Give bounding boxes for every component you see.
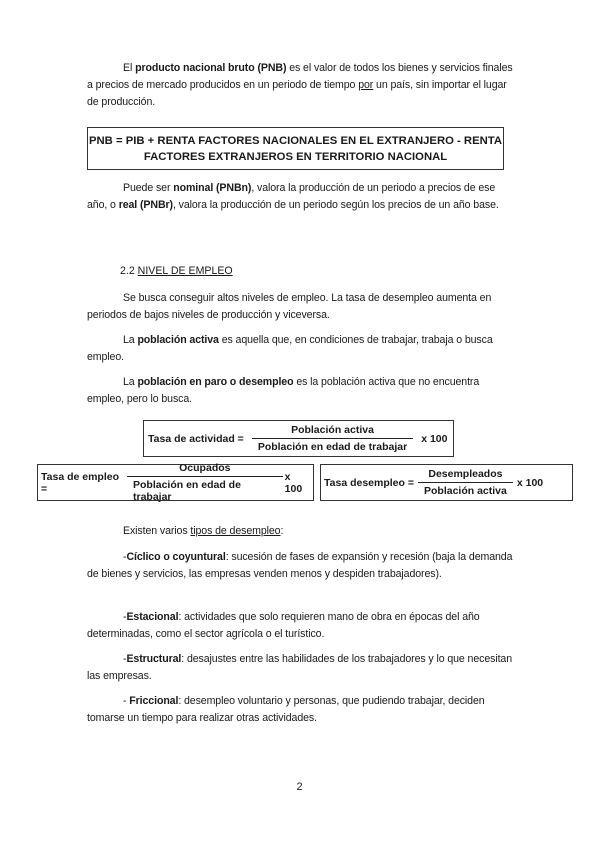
term-unemployed: población en paro o desempleo: [137, 376, 294, 388]
paragraph-unemployed-population: La población en paro o desempleo es la población activa que no encuentra empleo, pero lo busca.: [87, 376, 480, 405]
formula-unemployment-label: Tasa desempleo =: [324, 476, 414, 489]
formula-activity-rate: [143, 420, 454, 457]
formula-activity-fraction: [252, 424, 413, 453]
formula-activity-multiplier: x 100: [421, 432, 448, 445]
paragraph-pnb-definition: El producto nacional bruto (PNB) es el valor de todos los bienes y servicios finales a precios de mercado producidos en un periodo de tiempo por un país, sin importar el lugar de producción.: [87, 62, 513, 108]
formula-employment-denominator: Población en edad de trabajar: [127, 476, 283, 503]
formula-employment-rate: [37, 464, 314, 501]
pnb-formula-line-1: PNB = PIB + RENTA FACTORES NACIONALES EN EL EXTRANJERO - RENTA: [88, 134, 502, 147]
term-real: real (PNBr): [118, 199, 173, 211]
pnb-formula-box: [87, 127, 504, 170]
paragraph-pnb-types: Puede ser nominal (PNBn), valora la producción de un periodo a precios de ese año, o real (PNBr), valora la producción de un periodo según los precios de un año base.: [87, 182, 499, 211]
formula-employment-multiplier: x 100: [284, 470, 303, 495]
list-item-seasonal: -Estacional: actividades que solo requieren mano de obra en épocas del año determinadas, como el sector agrícola o el turístico.: [87, 611, 480, 640]
formula-employment-label: Tasa de empleo =: [41, 470, 120, 495]
formula-activity-denominator: Población en edad de trabajar: [252, 438, 413, 453]
formula-unemployment-multiplier: x 100: [516, 476, 544, 489]
formula-activity-numerator: Población activa: [291, 424, 374, 436]
term-active-population: población activa: [137, 334, 219, 346]
formula-unemployment-fraction: [418, 468, 513, 497]
pnb-formula-line-2: FACTORES EXTRANJEROS EN TERRITORIO NACIONAL: [143, 150, 448, 163]
formula-unemployment-numerator: Desempleados: [428, 468, 503, 480]
section-heading: 2.2 NIVEL DE EMPLEO: [120, 265, 233, 277]
paragraph-unemployment-types-intro: Existen varios tipos de desempleo:: [123, 525, 284, 537]
list-item-cyclical: -Cíclico o coyuntural: sucesión de fases de expansión y recesión (baja la demanda de bienes y servicios, las empresas venden menos y despiden trabajadores).: [87, 551, 513, 580]
list-item-frictional: - Friccional: desempleo voluntario y personas, que pudiendo trabajar, deciden tomarse un tiempo para realizar otras actividades.: [87, 695, 485, 724]
page-number: 2: [296, 781, 303, 793]
formula-employment-numerator: Ocupados: [179, 462, 231, 474]
formula-unemployment-rate: [320, 464, 573, 501]
paragraph-employment-intro: Se busca conseguir altos niveles de empleo. La tasa de desempleo aumenta en periodos de bajos niveles de producción y viceversa.: [87, 292, 492, 321]
term-pnb: producto nacional bruto (PNB): [135, 62, 287, 74]
paragraph-active-population: La población activa es aquella que, en condiciones de trabajar, trabaja o busca empleo.: [87, 334, 493, 363]
formula-unemployment-denominator: Población activa: [418, 482, 513, 497]
term-nominal: nominal (PNBn): [173, 182, 252, 194]
formula-activity-label: Tasa de actividad =: [148, 432, 244, 445]
list-item-structural: -Estructural: desajustes entre las habilidades de los trabajadores y lo que necesitan las empresas.: [87, 653, 513, 682]
formula-employment-fraction: [127, 462, 283, 503]
